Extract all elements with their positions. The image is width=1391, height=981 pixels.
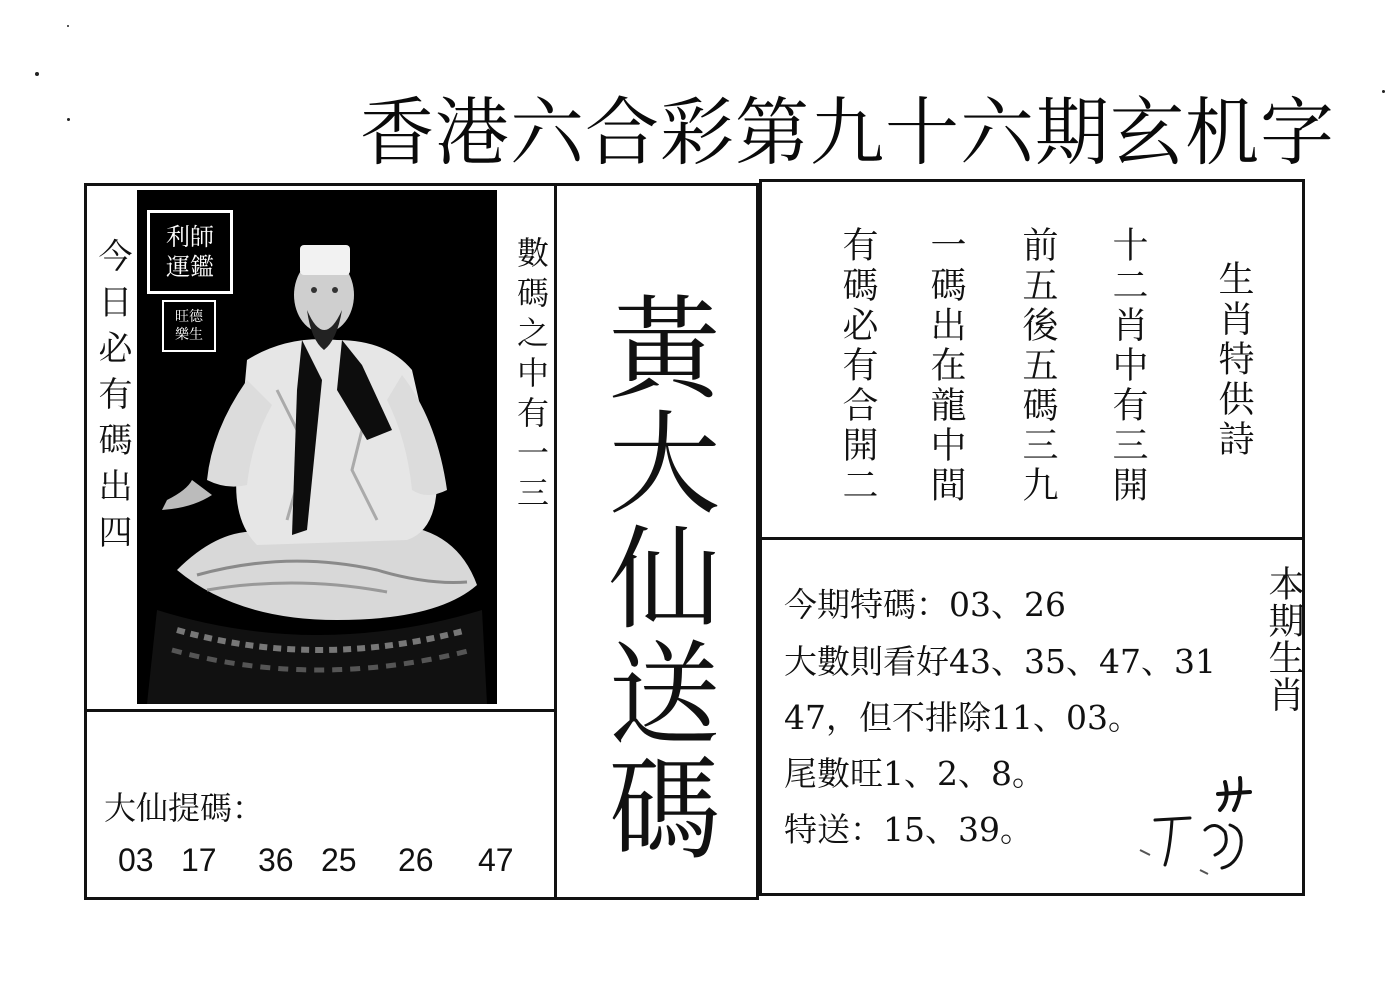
- handwritten-zodiac-scribble: [1130, 770, 1270, 890]
- daxian-number: 36: [258, 842, 294, 878]
- panel-divider: [84, 709, 556, 712]
- left-vertical-text: 今日必有碼出四: [92, 238, 132, 560]
- prediction-line: 特送：15、39。: [784, 810, 1033, 849]
- scan-speck: [67, 118, 70, 121]
- daxian-number: 26: [398, 842, 434, 878]
- huang-daxian-title: 黃大仙送碼: [590, 290, 720, 865]
- zodiac-label: 本期生肖: [1263, 565, 1304, 713]
- prediction-line: 今期特碼：03、26: [784, 585, 1066, 624]
- poem-column: 有碼必有合開二: [837, 226, 878, 506]
- panel-divider: [554, 183, 557, 900]
- poem-column: 一碼出在龍中間: [925, 226, 966, 506]
- poem-column: 十二肖中有三開: [1107, 226, 1148, 506]
- prediction-line: 尾數旺1、2、8。: [784, 754, 1045, 793]
- seal-small-text: 旺德樂生: [175, 309, 203, 343]
- daxian-number: 47: [478, 842, 514, 878]
- page-title: 香港六合彩第九十六期玄机字: [360, 90, 1335, 176]
- scan-speck: [35, 72, 39, 76]
- seal-large-text: 利師運鑑: [166, 223, 214, 281]
- deity-portrait: [137, 190, 497, 704]
- poem-column: 生肖特供詩: [1213, 260, 1254, 460]
- panel-divider: [759, 537, 1305, 540]
- seal-large: [147, 210, 233, 294]
- daxian-label: 大仙提碼：: [104, 789, 265, 827]
- number-hint-vertical: 數碼之中有一三: [512, 236, 550, 516]
- scan-speck: [67, 25, 69, 27]
- daxian-number: 25: [321, 842, 357, 878]
- prediction-line: 47，但不排除11、03。: [784, 698, 1141, 737]
- scan-speck: [1382, 90, 1385, 93]
- prediction-line: 大數則看好43、35、47、31: [784, 642, 1216, 681]
- daxian-number: 03: [118, 842, 154, 878]
- seal-small: [162, 300, 216, 352]
- poem-column: 前五後五碼三九: [1017, 226, 1058, 506]
- daxian-number: 17: [181, 842, 217, 878]
